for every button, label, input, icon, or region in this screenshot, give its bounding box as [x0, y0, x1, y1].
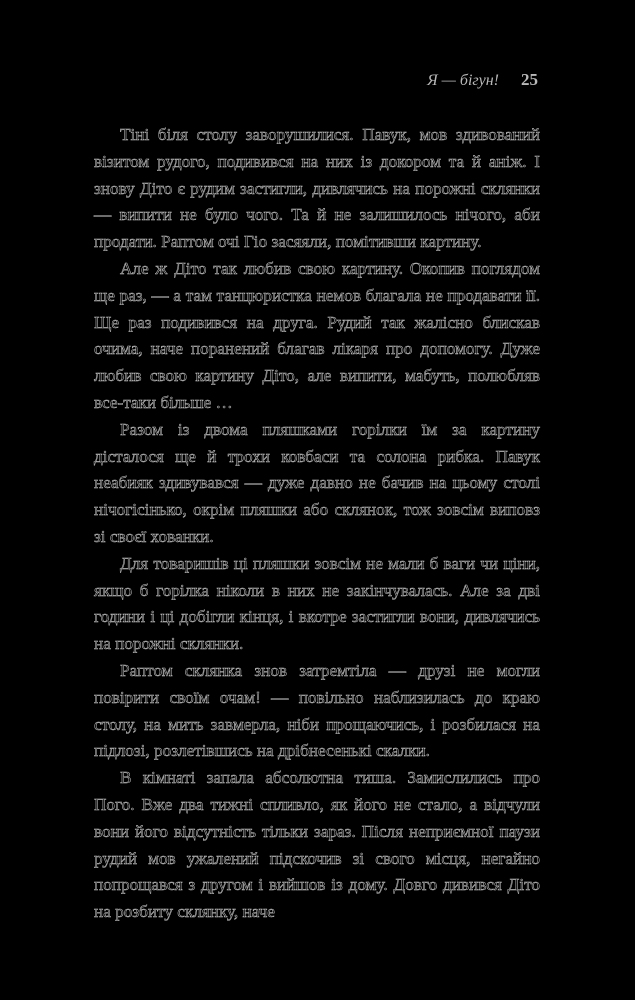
paragraph-6: В кімнаті запала абсолютна тиша. Замислились про Пого. Вже два тижні спливло, як його не стало, а відчули вони його відсутність тільки зараз. Після неприємної паузи рудий мов ужалений підскочив зі свого місця, негайно попрощався з другом і вийшов із дому. Довго дивився Діто на розбиту склянку, наче [94, 768, 540, 922]
chapter-title: Я — бігун! [427, 72, 499, 89]
paragraph-3: Разом із двома пляшками горілки їм за картину дісталося ще й трохи ковбаси та солона рибка. Павук неабияк здивувався — дуже давно не бачив на цьому столі нічогісінько, окрім пляшки або склянок, тож зовсім виповз зі своєї хованки. [94, 419, 540, 546]
paragraph-5: Раптом склянка знов затремтіла — друзі не могли повірити своїм очам! — повільно наблизилась до краю столу, на мить завмерла, ніби прощаючись, і розбилася на підлозі, розлетівшись на дрібнесенькі скалки. [94, 660, 540, 761]
paragraph-4: Для товаришів ці пляшки зовсім не мали б ваги чи ціни, якщо б горілка ніколи в них не закінчувалась. Але за дві години і ці добігли кінця, і вкотре застигли вони, дивлячись на порожні склянки. [94, 553, 540, 654]
paragraph-1: Тіні біля столу заворушилися. Павук, мов здивований візитом рудого, подивився на них із докором та й аніж. І знову Діто є рудим застигли, дивлячись на порожні склянки — випити не було чого. Та й не залишилось нічого, аби продати. Раптом очі Гіо засяяли, помітивши картину. [94, 125, 540, 252]
paragraph-2: Але ж Діто так любив свою картину. Окопив поглядом ще раз, — а там танцюристка немов благала не продавати її. Ще раз подивився на друга. Рудий так жалісно блискав очима, наче поранений благав лікаря про допомогу. Дуже любив свою картину Діто, але випити, мабуть, полюбляв все-таки більше … [94, 258, 540, 412]
running-head [427, 70, 538, 90]
page-number: 25 [521, 70, 538, 89]
body-text [94, 122, 540, 926]
